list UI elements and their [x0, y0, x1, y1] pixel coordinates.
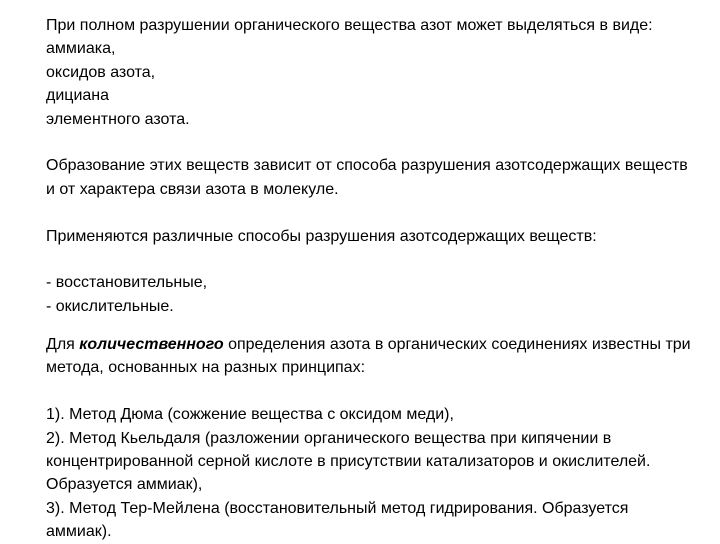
text-block-decomposition: [46, 14, 696, 318]
lead-prefix: Для: [46, 336, 80, 353]
method-type-oxidative: - окислительные.: [46, 297, 174, 315]
lead-emphasis: количественного: [79, 336, 224, 353]
method-ter-meulen: 3). Метод Тер-Мейлена (восстановительный метод гидрирования. Образуется аммиак).: [46, 499, 629, 541]
form-item-nitrogen-oxides: оксидов азота,: [46, 63, 156, 81]
lead-paragraph: [46, 333, 696, 380]
text-block-quantitative-methods: [46, 333, 696, 544]
intro-paragraph: При полном разрушении органического вещества азот может выделяться в виде:: [46, 17, 653, 34]
method-dumas: 1). Метод Дюма (сожжение вещества с оксидом меди),: [46, 406, 454, 424]
spacer: [46, 131, 696, 154]
lead-rest: определения азота в органических соединениях известны три метода, основанных на разных принципах:: [46, 336, 691, 377]
form-item-elemental-nitrogen: элементного азота.: [46, 110, 190, 128]
dependence-paragraph: Образование этих веществ зависит от способа разрушения азотсодержащих веществ и от характера связи азота в молекуле.: [46, 157, 688, 198]
spacer: [46, 201, 696, 224]
method-kjeldahl: 2). Метод Кьельдаля (разложении органического вещества при кипячении в концентрированной серной кислоте в присутствии катализаторов и окислителей. Образуется аммиак),: [46, 429, 651, 494]
spacer: [46, 248, 696, 271]
spacer: [46, 380, 696, 403]
form-item-ammonia: аммиака,: [46, 40, 116, 58]
form-item-dicyan: дициана: [46, 87, 110, 105]
methods-intro-paragraph: Применяются различные способы разрушения азотсодержащих веществ:: [46, 227, 597, 245]
method-type-reductive: - восстановительные,: [46, 274, 208, 292]
